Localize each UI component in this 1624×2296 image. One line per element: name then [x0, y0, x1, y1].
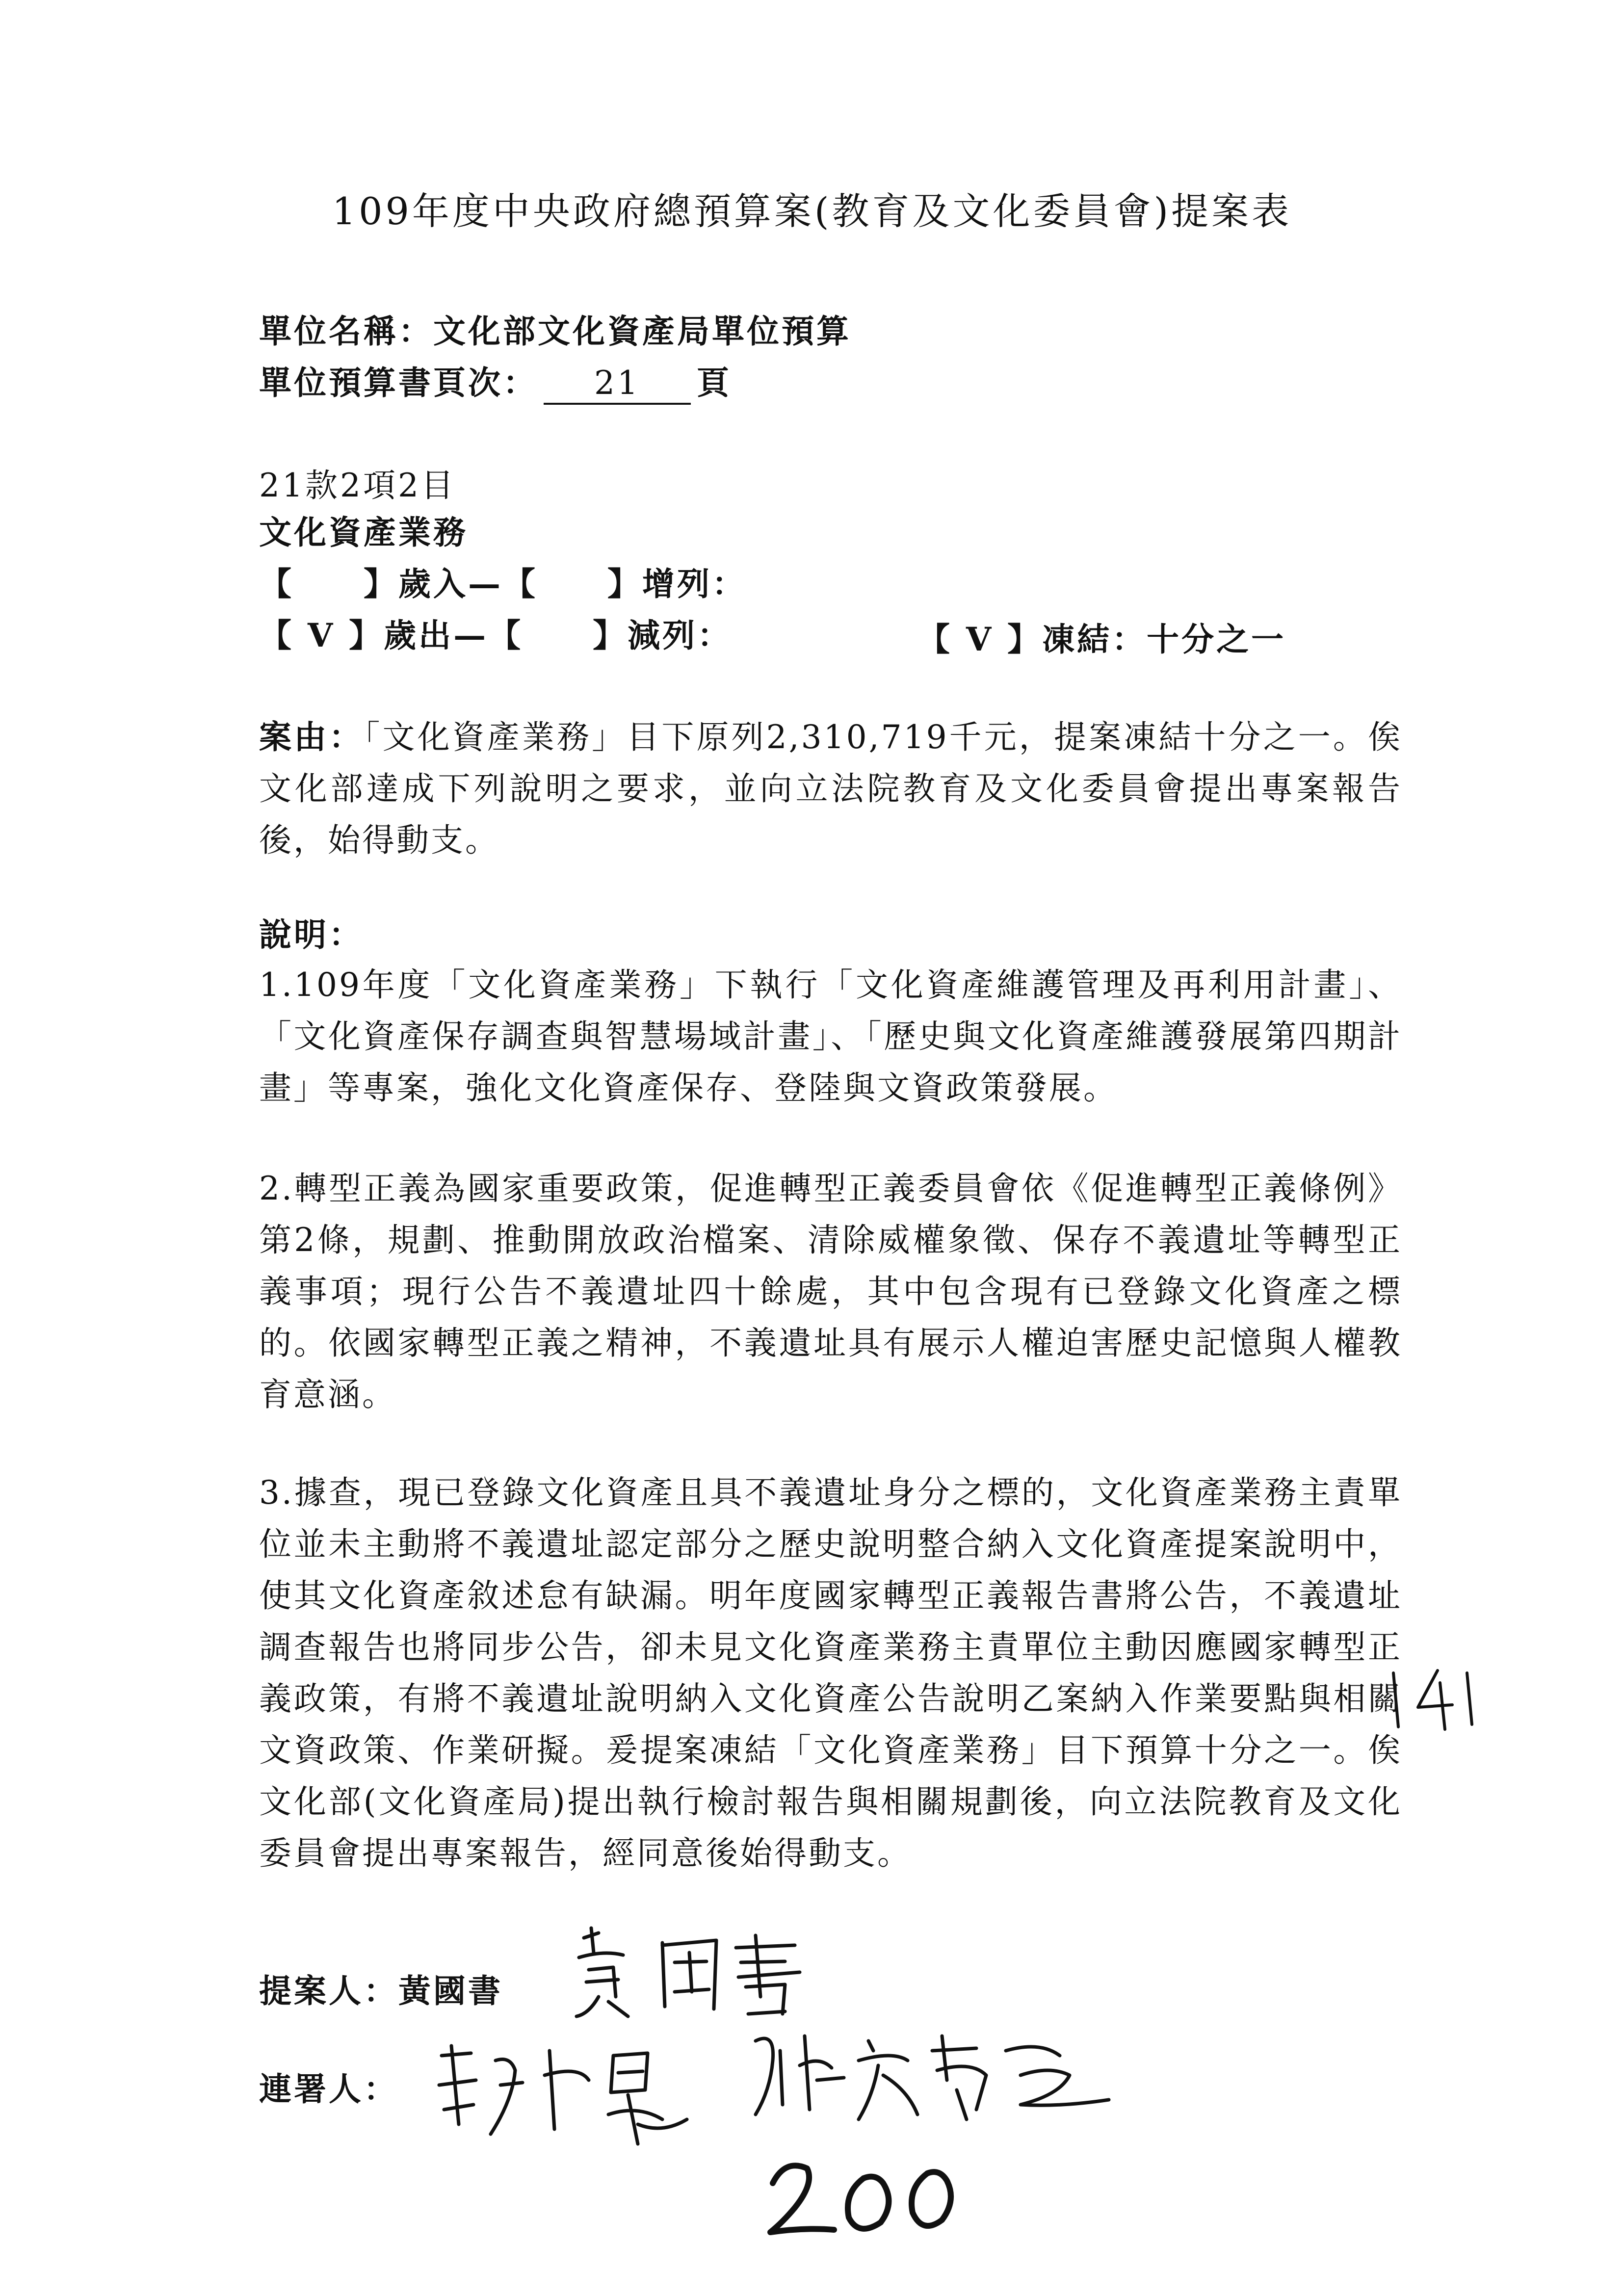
reason-paragraph [259, 711, 1402, 866]
option-freeze: 【 V 】凍結：十分之一 [917, 620, 1286, 658]
option-row-expenditure: 【 V 】歲出—【 】減列： [259, 616, 733, 654]
unit-page-suffix: 頁 [697, 364, 732, 402]
cosigner-signature-1 [432, 2036, 707, 2149]
cosigner-signature-2 [746, 2021, 1119, 2129]
reason-label: 案由： [259, 718, 364, 756]
explanation-item-1: 1.109年度「文化資產業務」下執行「文化資產維護管理及再利用計畫」、「文化資產保存調查與智慧場域計畫」、「歷史與文化資產維護發展第四期計畫」等專案，強化文化資產保存、登陸與文資政策發展。 [259, 966, 1402, 1107]
option-row-revenue: 【 】歲入—【 】增列： [259, 565, 747, 603]
item-code: 21款2項2目 [259, 467, 456, 504]
unit-page-label: 單位預算書頁次： [259, 364, 538, 402]
proposer-name: 黃國書 [398, 1972, 503, 2010]
page-title: 109年度中央政府總預算案(教育及文化委員會)提案表 [332, 189, 1292, 233]
proposer-signature [569, 1923, 844, 2021]
unit-name-label: 單位名稱： [259, 312, 433, 350]
explanation-item-2: 2.轉型正義為國家重要政策，促進轉型正義委員會依《促進轉型正義條例》第2條，規劃、推動開放政治檔案、清除威權象徵、保存不義遺址等轉型正義事項；現行公告不義遺址四十餘處，其中包含現有已登錄文化資產之標的。依國家轉型正義之精神，不義遺址具有展示人權迫害歷史記憶與人權教育意涵。 [259, 1170, 1402, 1413]
unit-page-row [259, 361, 732, 405]
cosigner-handwritten-number [765, 2154, 971, 2237]
explanation-label: 說明： [259, 915, 364, 954]
unit-page-value: 21 [544, 364, 691, 405]
explanation-item-3: 3.據查，現已登錄文化資產且具不義遺址身分之標的，文化資產業務主責單位並未主動將不義遺址認定部分之歷史說明整合納入文化資產提案說明中，使其文化資產敘述怠有缺漏。明年度國家轉型正義報告書將公告，不義遺址調查報告也將同步公告，卻未見文化資產業務主責單位主動因應國家轉型正義政策，有將不義遺址說明納入文化資產公告說明乙案納入作業要點與相關文資政策、作業研擬。爰提案凍結「文化資產業務」目下預算十分之一。俟文化部(文化資產局)提出執行檢討報告與相關規劃後，向立法院教育及文化委員會提出專案報告，經同意後始得動支。 [259, 1474, 1402, 1872]
unit-name-row [259, 309, 851, 353]
unit-name-value: 文化部文化資產局單位預算 [433, 312, 851, 350]
proposer-row [259, 1965, 503, 2011]
cosigner-label: 連署人： [259, 2070, 398, 2108]
handwritten-page-number [1384, 1663, 1482, 1732]
proposer-label: 提案人： [259, 1972, 398, 2010]
item-name: 文化資產業務 [259, 513, 468, 551]
reason-text: 「文化資產業務」目下原列2,310,719千元，提案凍結十分之一。俟文化部達成下列說明之要求，並向立法院教育及文化委員會提出專案報告後，始得動支。 [259, 718, 1403, 859]
